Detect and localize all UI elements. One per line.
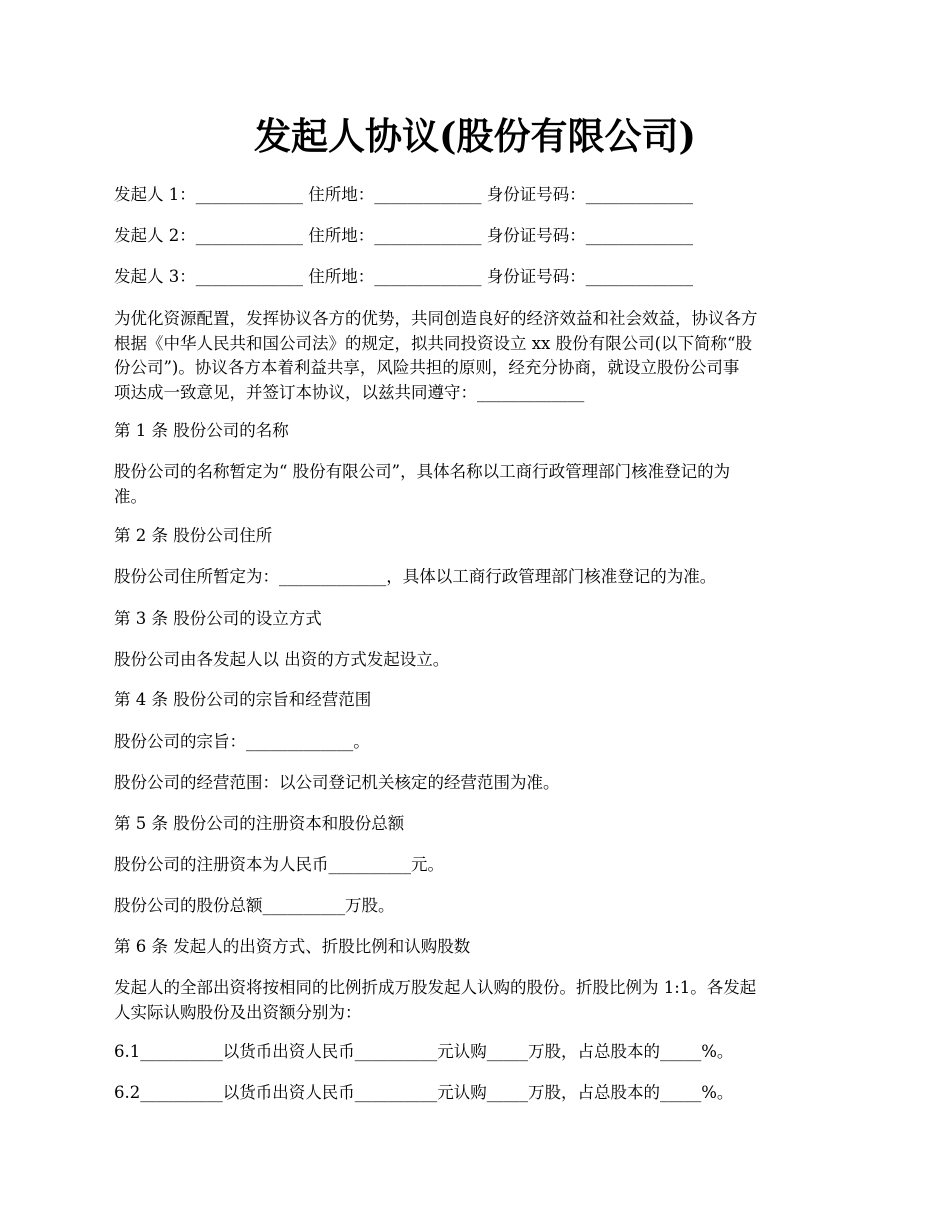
article-6-heading: 第 6 条 发起人的出资方式、折股比例和认购股数 (114, 937, 471, 956)
founder-line-1: 发起人 1：_____________ 住所地：_____________ 身份证号码：_____________ (114, 185, 693, 204)
founder-line-3: 发起人 3：_____________ 住所地：_____________ 身份证号码：_____________ (114, 267, 693, 286)
article-1-line: 股份公司的名称暂定为“ 股份有限公司”，具体名称以工商行政管理部门核准登记的为 (114, 462, 731, 481)
article-1-paragraph (114, 460, 844, 509)
article-1-line: 准。 (114, 486, 147, 506)
article-2-heading: 第 2 条 股份公司住所 (114, 526, 273, 545)
article-4-heading: 第 4 条 股份公司的宗旨和经营范围 (114, 690, 372, 709)
article-2-text: 股份公司住所暂定为：_____________，具体以工商行政管理部门核准登记的为准。 (114, 567, 717, 586)
article-6-line: 发起人的全部出资将按相同的比例折成万股发起人认购的股份。折股比例为 1:1。各发起 (114, 978, 757, 997)
preamble-line: 项达成一致意见，并签订本协议，以兹共同遵守：_____________ (114, 382, 585, 402)
article-5-shares: 股份公司的股份总额__________万股。 (114, 896, 395, 915)
article-5-capital: 股份公司的注册资本为人民币__________元。 (114, 855, 444, 874)
preamble-paragraph (114, 307, 844, 405)
preamble-line: 份公司”)。协议各方本着利益共享，风险共担的原则，经充分协商，就设立股份公司事 (114, 358, 740, 377)
preamble-line: 根据《中华人民共和国公司法》的规定，拟共同投资设立 xx 股份有限公司(以下简称“股 (114, 333, 752, 353)
article-4-scope: 股份公司的经营范围：以公司登记机关核定的经营范围为准。 (114, 773, 560, 792)
article-6-paragraph (114, 976, 844, 1025)
article-3-text: 股份公司由各发起人以 出资的方式发起设立。 (114, 650, 450, 669)
article-6-item-1: 6.1__________以货币出资人民币__________元认购_____万股，占总股本的_____%。 (114, 1042, 734, 1061)
article-6-item-2: 6.2__________以货币出资人民币__________元认购_____万股，占总股本的_____%。 (114, 1083, 734, 1102)
article-1-heading: 第 1 条 股份公司的名称 (114, 421, 289, 440)
article-4-purpose: 股份公司的宗旨：_____________。 (114, 732, 370, 751)
preamble-line: 为优化资源配置，发挥协议各方的优势，共同创造良好的经济效益和社会效益，协议各方 (114, 309, 758, 328)
article-5-heading: 第 5 条 股份公司的注册资本和股份总额 (114, 814, 405, 833)
article-3-heading: 第 3 条 股份公司的设立方式 (114, 609, 322, 628)
document-title: 发起人协议(股份有限公司) (253, 114, 696, 158)
founder-line-2: 发起人 2：_____________ 住所地：_____________ 身份证号码：_____________ (114, 226, 693, 245)
article-6-line: 人实际认购股份及出资额分别为： (114, 1002, 362, 1022)
